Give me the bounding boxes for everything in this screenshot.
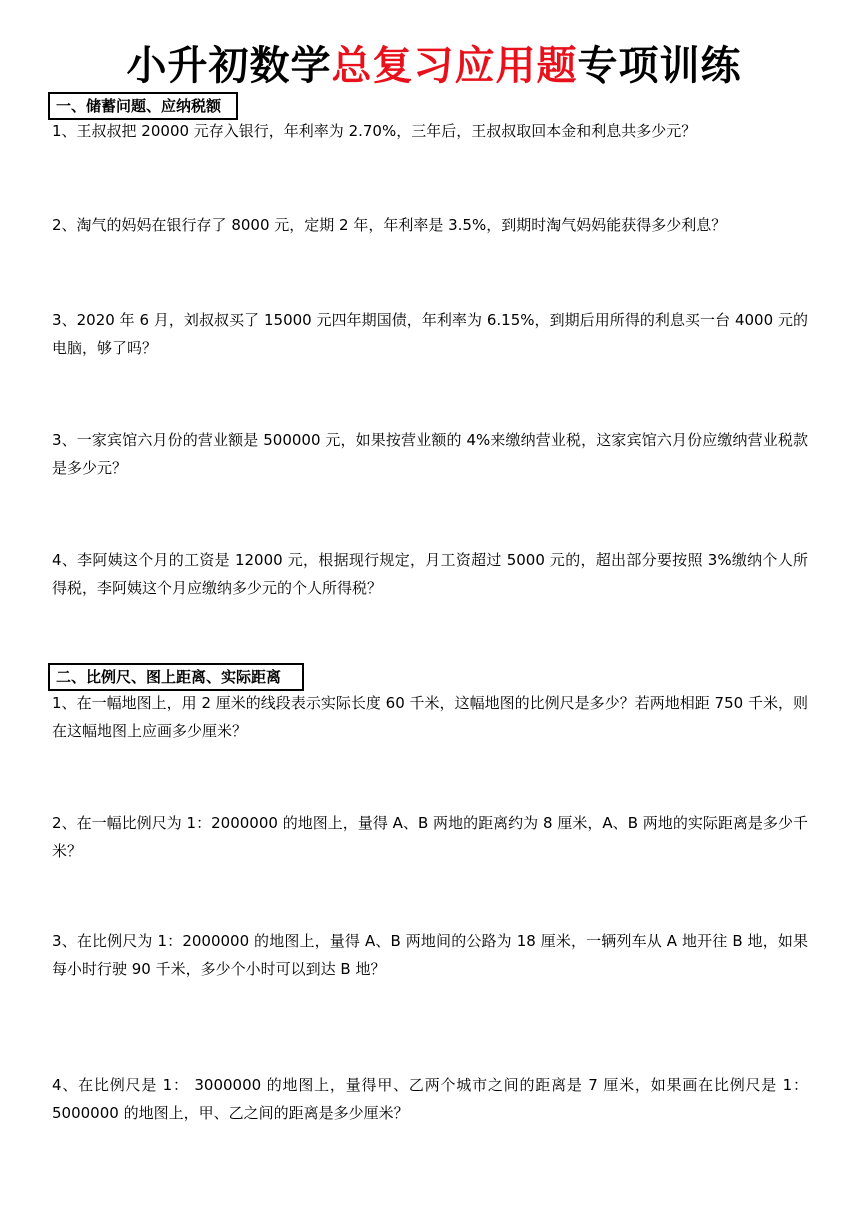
question-2-2: 2、在一幅比例尺为 1：2000000 的地图上，量得 A、B 两地的距离约为 8 厘米，A、B 两地的实际距离是多少千米？ [52,814,808,860]
page-title [0,40,868,92]
section-heading-savings-tax: 一、储蓄问题、应纳税额 [48,92,238,120]
title-part-1: 小升初数学 [126,42,332,89]
title-part-2-highlight: 总复习应用题 [331,42,578,89]
question-2-3: 3、在比例尺为 1：2000000 的地图上，量得 A、B 两地间的公路为 18 厘米，一辆列车从 A 地开往 B 地，如果每小时行驶 90 千米，多少个小时可以到达 B 地？ [52,932,808,978]
title-part-3: 专项训练 [577,42,742,89]
section-heading-map-scale: 二、比例尺、图上距离、实际距离 [48,663,304,691]
question-1-2: 2、淘气的妈妈在银行存了 8000 元，定期 2 年，年利率是 3.5%，到期时淘气妈妈能获得多少利息？ [52,216,727,234]
question-1-4: 3、一家宾馆六月份的营业额是 500000 元，如果按营业额的 4%来缴纳营业税，这家宾馆六月份应缴纳营业税款是多少元？ [52,431,808,477]
question-1-5: 4、李阿姨这个月的工资是 12000 元，根据现行规定，月工资超过 5000 元的，超出部分要按照 3%缴纳个人所得税，李阿姨这个月应缴纳多少元的个人所得税？ [52,551,808,597]
question-2-4: 4、在比例尺是 1： 3000000 的地图上，量得甲、乙两个城市之间的距离是 7 厘米，如果画在比例尺是 1：5000000 的地图上，甲、乙之间的距离是多少厘米？ [52,1076,808,1122]
question-1-1: 1、王叔叔把 20000 元存入银行，年利率为 2.70%，三年后，王叔叔取回本金和利息共多少元？ [52,122,697,140]
question-2-1: 1、在一幅地图上，用 2 厘米的线段表示实际长度 60 千米，这幅地图的比例尺是多少？若两地相距 750 千米，则在这幅地图上应画多少厘米？ [52,694,808,740]
question-1-3: 3、2020 年 6 月，刘叔叔买了 15000 元四年期国债，年利率为 6.15%，到期后用所得的利息买一台 4000 元的电脑，够了吗？ [52,311,808,357]
